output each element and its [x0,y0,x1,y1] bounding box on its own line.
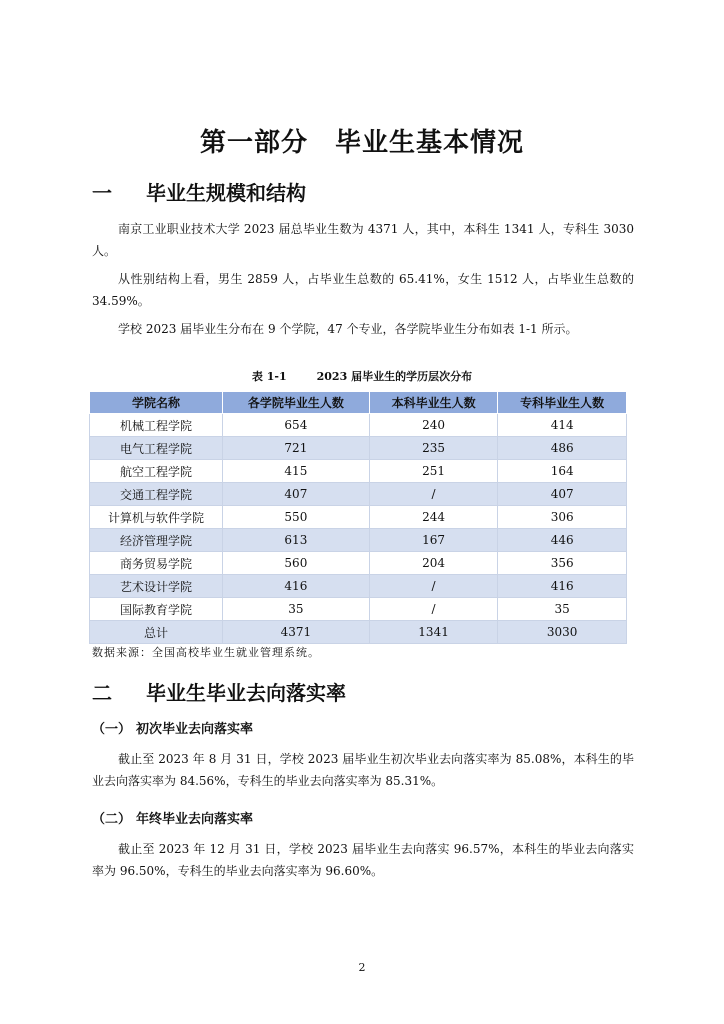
table-row [90,598,627,621]
table-row [90,414,627,437]
table-cell: 416 [498,575,627,598]
subsection-2-heading [92,808,253,827]
table-cell: 560 [223,552,370,575]
table-cell: 164 [498,460,627,483]
table-total-row [90,621,627,644]
table-cell: 国际教育学院 [90,598,223,621]
table-cell: 416 [223,575,370,598]
table-cell: 167 [369,529,498,552]
table-row [90,552,627,575]
subsection-1-title: 初次毕业去向落实率 [136,722,254,737]
table-cell: 240 [369,414,498,437]
table-cell: 415 [223,460,370,483]
table-cell: 244 [369,506,498,529]
table-row [90,437,627,460]
subsection-2-title: 年终毕业去向落实率 [136,812,254,827]
page-number: 2 [358,961,366,974]
table-cell: 3030 [498,621,627,644]
page-title: 第一部分 毕业生基本情况 [199,128,524,158]
table-cell: 经济管理学院 [90,529,223,552]
subsection-2-number: （二） [92,812,132,827]
table-cell: 204 [369,552,498,575]
graduate-distribution-table [89,391,627,644]
table-cell: / [369,575,498,598]
subsection-1-heading [92,718,253,737]
table-row [90,483,627,506]
table-caption-text: 2023 届毕业生的学历层次分布 [316,370,473,383]
paragraph-gender-structure: 从性别结构上看，男生 2859 人，占毕业生总数的 65.41%，女生 1512 人，占毕业生总数的 34.59%。 [92,272,634,308]
table-cell: 654 [223,414,370,437]
column-header: 各学院毕业生人数 [223,392,370,414]
table-cell: 35 [498,598,627,621]
table-cell: 721 [223,437,370,460]
table-row [90,506,627,529]
paragraph-college-distribution: 学校 2023 届毕业生分布在 9 个学院，47 个专业，各学院毕业生分布如表 1-1 所示。 [118,322,578,336]
paragraph-initial-rate: 截止至 2023 年 8 月 31 日，学校 2023 届毕业生初次毕业去向落实率为 85.08%，本科生的毕业去向落实率为 84.56%，专科生的毕业去向落实率为 85.31%。 [92,752,634,788]
table-cell: 306 [498,506,627,529]
table-cell: 35 [223,598,370,621]
table-cell: 交通工程学院 [90,483,223,506]
table-cell: 电气工程学院 [90,437,223,460]
section-2-title: 毕业生毕业去向落实率 [146,681,346,705]
section-1-title: 毕业生规模和结构 [146,181,306,205]
section-2-number: 二 [92,681,112,705]
table-cell: 235 [369,437,498,460]
table-cell: 机械工程学院 [90,414,223,437]
table-cell: 总计 [90,621,223,644]
table-cell: / [369,598,498,621]
section-1-number: 一 [92,181,112,205]
table-caption [0,368,724,384]
table-cell: 414 [498,414,627,437]
table-cell: 航空工程学院 [90,460,223,483]
table-cell: 407 [223,483,370,506]
table-cell: 计算机与软件学院 [90,506,223,529]
paragraph-graduate-total: 南京工业职业技术大学 2023 届总毕业生数为 4371 人，其中，本科生 1341 人，专科生 3030 人。 [92,222,634,258]
table-cell: 1341 [369,621,498,644]
table-cell: / [369,483,498,506]
table-caption-label: 表 1-1 [251,370,287,383]
table-row [90,529,627,552]
paragraph-year-end-rate: 截止至 2023 年 12 月 31 日，学校 2023 届毕业生去向落实 96.57%，本科生的毕业去向落实率为 96.50%，专科生的毕业去向落实率为 96.60%。 [92,842,634,878]
table-cell: 356 [498,552,627,575]
table-cell: 4371 [223,621,370,644]
column-header: 本科毕业生人数 [369,392,498,414]
table-cell: 251 [369,460,498,483]
table-cell: 613 [223,529,370,552]
section-1-heading [92,177,306,206]
column-header: 专科毕业生人数 [498,392,627,414]
table-row [90,575,627,598]
subsection-1-number: （一） [92,722,132,737]
table-cell: 407 [498,483,627,506]
table-cell: 艺术设计学院 [90,575,223,598]
table-header-row [90,392,627,414]
table-row [90,460,627,483]
section-2-heading [92,677,346,706]
column-header: 学院名称 [90,392,223,414]
table-cell: 446 [498,529,627,552]
table-cell: 商务贸易学院 [90,552,223,575]
table-cell: 550 [223,506,370,529]
table-source-note: 数据来源：全国高校毕业生就业管理系统。 [92,646,320,659]
table-cell: 486 [498,437,627,460]
